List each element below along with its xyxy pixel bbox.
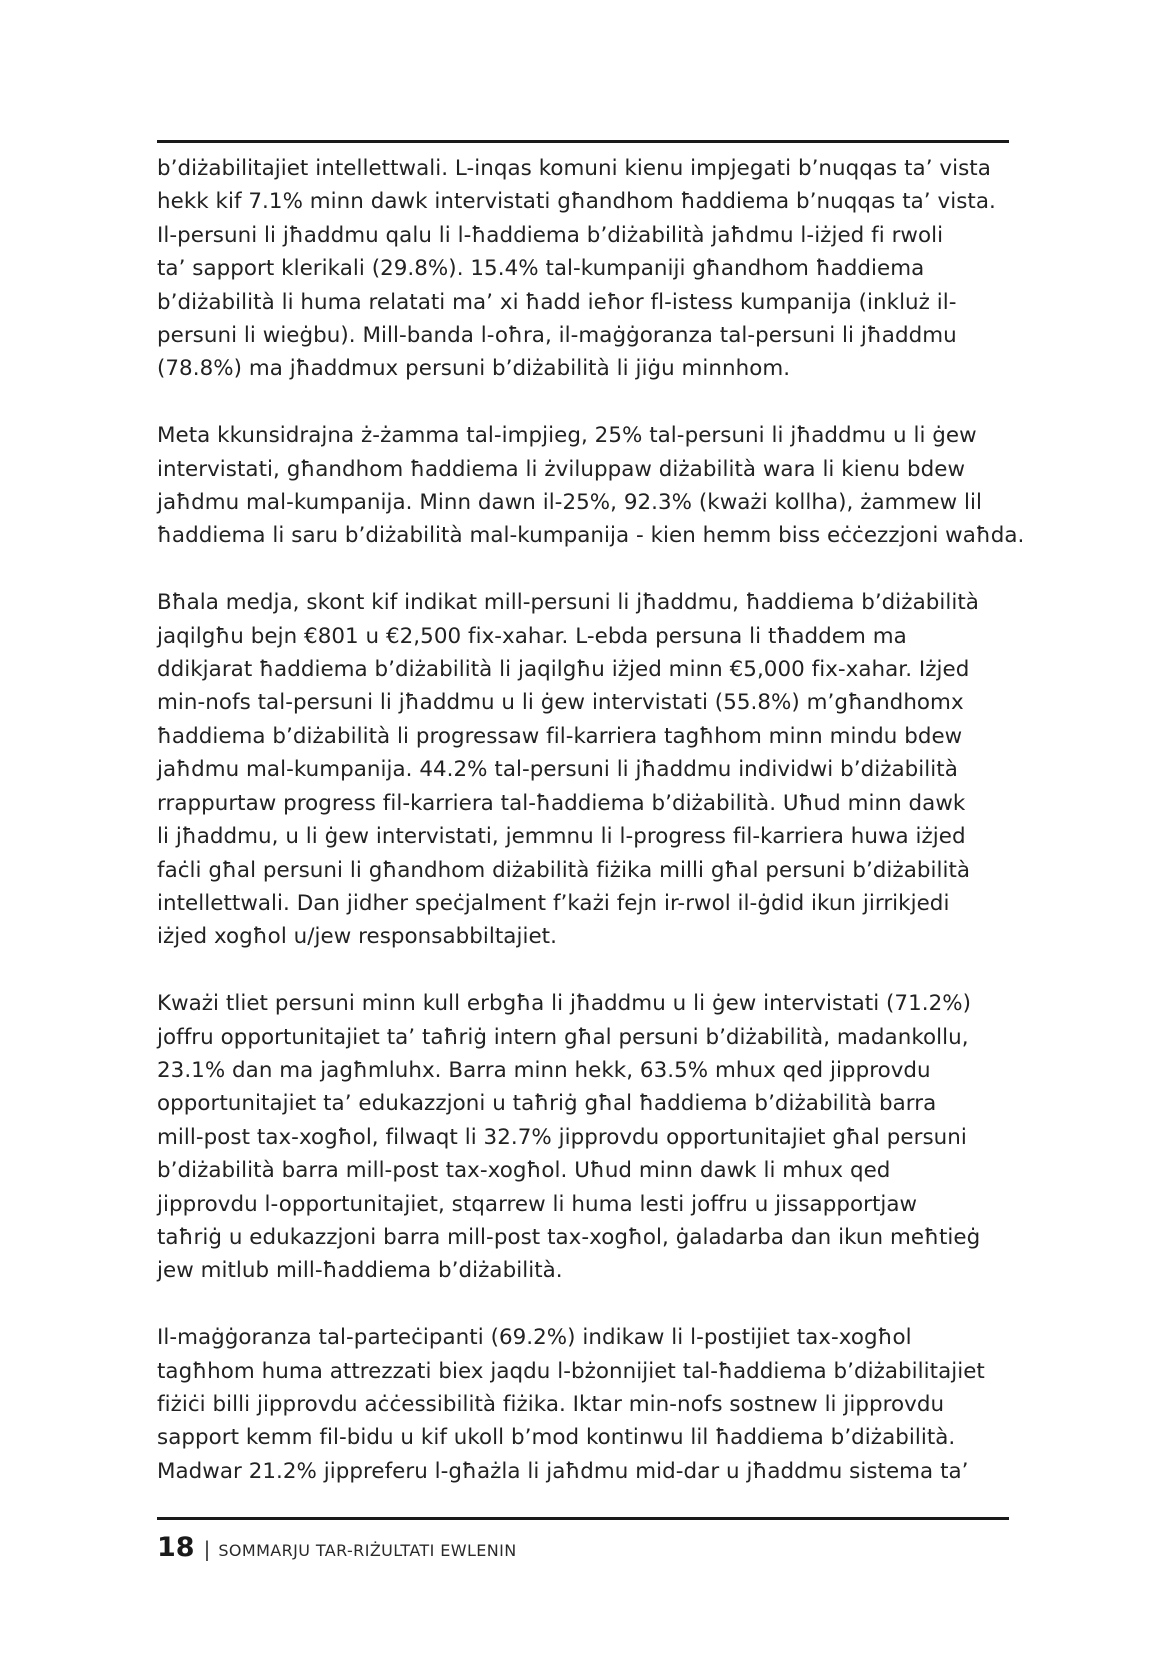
text-line: fiżiċi billi jipprovdu aċċessibilità fiżika. Iktar min-nofs sostnew li jipprovdu <box>157 1391 945 1417</box>
text-line: taħriġ u edukazzjoni barra mill-post tax-xogħol, ġaladarba dan ikun meħtieġ <box>157 1224 981 1250</box>
text-line: (78.8%) ma jħaddmux persuni b’diżabilità li jiġu minnhom. <box>157 356 791 382</box>
text-line: 23.1% dan ma jagħmluhx. Barra minn hekk, 63.5% mhux qed jipprovdu <box>157 1057 931 1083</box>
text-line: b’diżabilità barra mill-post tax-xogħol. Uħud minn dawk li mhux qed <box>157 1158 891 1184</box>
page-number: 18 <box>157 1532 195 1563</box>
text-line: ddikjarat ħaddiema b’diżabilità li jaqilgħu iżjed minn €5,000 fix-xahar. Iżjed <box>157 657 970 683</box>
body-text <box>157 152 1025 1488</box>
text-line: iżjed xogħol u/jew responsabbiltajiet. <box>157 924 557 950</box>
text-line: Kważi tliet persuni minn kull erbgħa li jħaddmu u li ġew intervistati (71.2%) <box>157 991 972 1017</box>
bottom-rule <box>157 1517 1009 1520</box>
text-line: jaqilgħu bejn €801 u €2,500 fix-xahar. L-ebda persuna li tħaddem ma <box>157 623 907 649</box>
text-line: intervistati, għandhom ħaddiema li żviluppaw diżabilità wara li kienu bdew <box>157 456 965 482</box>
paragraph <box>157 419 1025 553</box>
page-footer <box>157 1532 517 1568</box>
text-line: li jħaddmu, u li ġew intervistati, jemmnu li l-progress fil-karriera huwa iżjed <box>157 824 966 850</box>
text-line: Meta kkunsidrajna ż-żamma tal-impjieg, 25% tal-persuni li jħaddmu u li ġew <box>157 423 977 449</box>
text-line: ta’ sapport klerikali (29.8%). 15.4% tal-kumpaniji għandhom ħaddiema <box>157 256 925 282</box>
text-line: Il-persuni li jħaddmu qalu li l-ħaddiema b’diżabilità jaħdmu l-iżjed fi rwoli <box>157 222 944 248</box>
text-line: Bħala medja, skont kif indikat mill-persuni li jħaddmu, ħaddiema b’diżabilità <box>157 590 979 616</box>
text-line: joffru opportunitajiet ta’ taħriġ intern għal persuni b’diżabilità, madankollu, <box>157 1024 969 1050</box>
top-rule <box>157 140 1009 143</box>
text-line: jaħdmu mal-kumpanija. Minn dawn il-25%, 92.3% (kważi kollha), żammew lil <box>157 490 983 516</box>
text-line: ħaddiema b’diżabilità li progressaw fil-karriera tagħhom minn mindu bdew <box>157 723 963 749</box>
paragraph <box>157 987 1013 1288</box>
text-line: persuni li wieġbu). Mill-banda l-oħra, il-maġġoranza tal-persuni li jħaddmu <box>157 323 957 349</box>
text-line: jew mitlub mill-ħaddiema b’diżabilità. <box>157 1258 563 1284</box>
text-line: faċli għal persuni li għandhom diżabilità fiżika milli għal persuni b’diżabilità <box>157 857 971 883</box>
text-line: mill-post tax-xogħol, filwaqt li 32.7% jipprovdu opportunitajiet għal persuni <box>157 1124 967 1150</box>
running-title: SOMMARJU TAR-RIŻULTATI EWLENIN <box>218 1541 517 1560</box>
paragraph <box>157 152 1013 386</box>
text-line: tagħhom huma attrezzati biex jaqdu l-bżonnijiet tal-ħaddiema b’diżabilitajiet <box>157 1358 985 1384</box>
text-line: jaħdmu mal-kumpanija. 44.2% tal-persuni li jħaddmu individwi b’diżabilità <box>157 757 958 783</box>
text-line: jipprovdu l-opportunitajiet, stqarrew li huma lesti joffru u jissapportjaw <box>157 1191 918 1217</box>
paragraph <box>157 586 1013 953</box>
text-line: Il-maġġoranza tal-parteċipanti (69.2%) indikaw li l-postijiet tax-xogħol <box>157 1325 912 1351</box>
text-line: sapport kemm fil-bidu u kif ukoll b’mod kontinwu lil ħaddiema b’diżabilità. <box>157 1425 956 1451</box>
text-line: Madwar 21.2% jippreferu l-għażla li jaħdmu mid-dar u jħaddmu sistema ta’ <box>157 1458 969 1484</box>
text-line: rrappurtaw progress fil-karriera tal-ħaddiema b’diżabilità. Uħud minn dawk <box>157 790 966 816</box>
text-line: b’diżabilità li huma relatati ma’ xi ħadd ieħor fl-istess kumpanija (inkluż il- <box>157 289 957 315</box>
text-line: opportunitajiet ta’ edukazzjoni u taħriġ għal ħaddiema b’diżabilità barra <box>157 1091 937 1117</box>
text-line: b’diżabilitajiet intellettwali. L-inqas komuni kienu impjegati b’nuqqas ta’ vista <box>157 156 991 181</box>
text-line: ħaddiema li saru b’diżabilità mal-kumpanija - kien hemm biss eċċezzjoni waħda. <box>157 523 1025 549</box>
paragraph <box>157 1321 1013 1488</box>
footer-separator: | <box>203 1537 211 1561</box>
text-line: hekk kif 7.1% minn dawk intervistati għandhom ħaddiema b’nuqqas ta’ vista. <box>157 189 996 215</box>
text-line: min-nofs tal-persuni li jħaddmu u li ġew intervistati (55.8%) m’għandhomx <box>157 690 964 716</box>
text-line: intellettwali. Dan jidher speċjalment f’każi fejn ir-rwol il-ġdid ikun jirrikjedi <box>157 890 950 916</box>
